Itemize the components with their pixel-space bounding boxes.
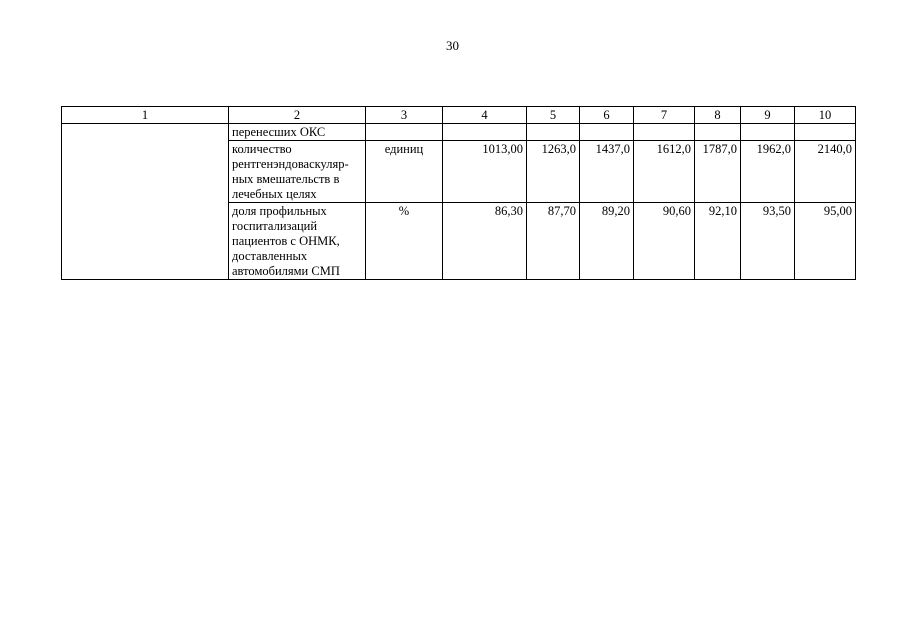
indicator-name-cell: количество рентгенэндоваскуляр-ных вмешательств в лечебных целях (229, 141, 366, 203)
value-cell: 93,50 (741, 203, 795, 280)
value-cell (527, 124, 580, 141)
value-cell (580, 124, 634, 141)
unit-cell (366, 124, 443, 141)
indicator-group-cell (62, 124, 229, 280)
header-cell: 1 (62, 107, 229, 124)
indicator-name-cell: перенесших ОКС (229, 124, 366, 141)
indicator-name-cell: доля профильных госпитализаций пациентов с ОНМК, доставленных автомобилями СМП (229, 203, 366, 280)
page-number: 30 (446, 38, 459, 53)
value-cell: 2140,0 (795, 141, 856, 203)
header-cell: 5 (527, 107, 580, 124)
header-cell: 8 (695, 107, 741, 124)
value-cell: 1013,00 (443, 141, 527, 203)
value-cell: 1263,0 (527, 141, 580, 203)
table-header-row (62, 107, 856, 124)
header-cell: 6 (580, 107, 634, 124)
table-row (62, 124, 856, 141)
value-cell (741, 124, 795, 141)
value-cell: 1437,0 (580, 141, 634, 203)
value-cell: 1962,0 (741, 141, 795, 203)
header-cell: 4 (443, 107, 527, 124)
header-cell: 7 (634, 107, 695, 124)
header-cell: 9 (741, 107, 795, 124)
header-cell: 2 (229, 107, 366, 124)
unit-cell: % (366, 203, 443, 280)
value-cell: 95,00 (795, 203, 856, 280)
value-cell: 87,70 (527, 203, 580, 280)
value-cell (634, 124, 695, 141)
value-cell: 1787,0 (695, 141, 741, 203)
value-cell: 1612,0 (634, 141, 695, 203)
value-cell (443, 124, 527, 141)
value-cell (795, 124, 856, 141)
header-cell: 3 (366, 107, 443, 124)
value-cell: 86,30 (443, 203, 527, 280)
value-cell: 89,20 (580, 203, 634, 280)
header-cell: 10 (795, 107, 856, 124)
value-cell: 92,10 (695, 203, 741, 280)
data-table (61, 106, 856, 280)
unit-cell: единиц (366, 141, 443, 203)
value-cell: 90,60 (634, 203, 695, 280)
value-cell (695, 124, 741, 141)
